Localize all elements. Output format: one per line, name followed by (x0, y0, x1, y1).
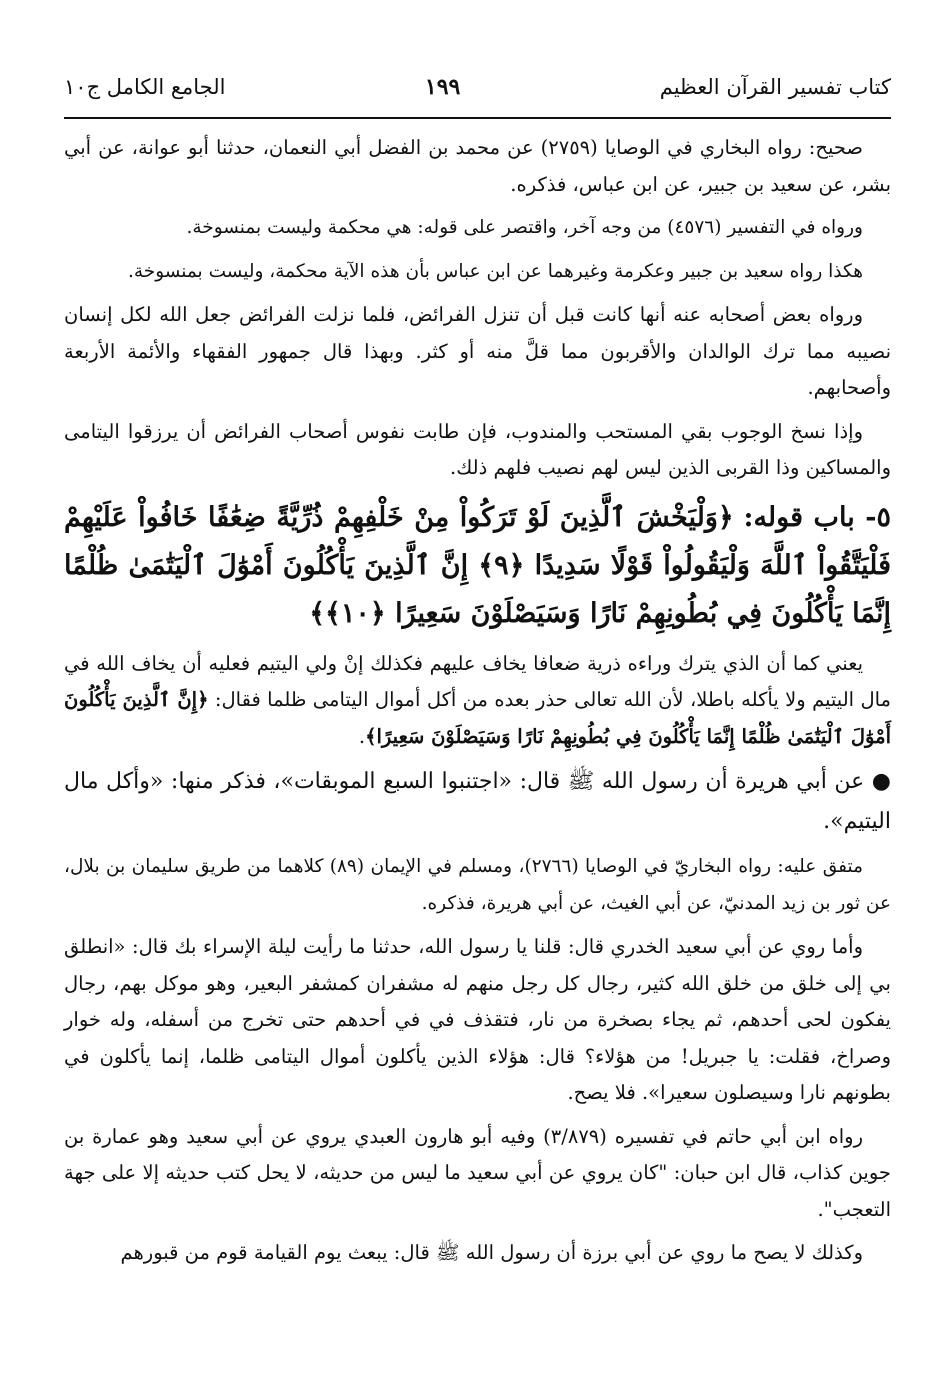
hadith-text: ● عن أبي هريرة أن رسول الله ﷺ قال: «اجتنبوا السبع الموبقات»، فذكر منها: «وأكل مال اليتيم». (64, 769, 891, 834)
commentary-end: . (358, 724, 366, 748)
running-header (64, 74, 891, 110)
paragraph-8: وأما روي عن أبي سعيد الخدري قال: قلنا يا رسول الله، حدثنا ما رأيت ليلة الإسراء بك قال: «انطلق بي إلى خلق من خلق الله كثير، رجال كل رجل منهم له مشفران كمشفر البعير، وهو موكل بهم، رجال يفكون لحى أحدهم، ثم يجاء بصخرة من نار، فتقذف في في أحدهم حتى تخرج من أسفله، وله خوار وصراخ، فقلت: يا جبريل! من هؤلاء؟ قال: هؤلاء الذين يأكلون أموال اليتامى ظلما، إنما يأكلون في بطونهم نارا وسيصلون سعيرا». فلا يصح. (64, 935, 891, 1104)
paragraph-10: وكذلك لا يصح ما روي عن أبي برزة أن رسول الله ﷺ قال: يبعث يوم القيامة قوم من قبورهم (120, 1241, 863, 1264)
commentary-lead: يعني كما أن الذي يترك وراءه ذرية ضعافا يخاف عليهم فكذلك إنْ ولي اليتيم فعليه أن يخاف الله في مال اليتيم ولا يأكله باطلا، لأن الله تعالى حذر بعده من أكل أموال اليتامى ظلما فقال: (64, 651, 892, 711)
paragraph-7: متفق عليه: رواه البخاريّ في الوصايا (٢٧٦٦)، ومسلم في الإيمان (٨٩) كلاهما من طريق سليمان بن بلال، عن ثور بن زيد المدنيّ، عن أبي الغيث، عن أبي هريرة، فذكره. (64, 856, 891, 914)
chapter-heading (64, 494, 891, 638)
paragraph-9: رواه ابن أبي حاتم في تفسيره (٣/٨٧٩) وفيه أبو هارون العبدي يروي عن أبي سعيد وهو عمارة بن جوين كذاب، قال ابن حبان: "كان يروي عن أبي سعيد ما ليس من حديثه، لا يحل كتب حديثه إلا على جهة التعجب". (64, 1124, 891, 1221)
paragraph-5: وإذا نسخ الوجوب بقي المستحب والمندوب، فإن طابت نفوس أصحاب الفرائض أن يرزقوا اليتامى والمساكين وذا القربى الذين ليس لهم نصيب فلهم ذلك. (64, 419, 891, 479)
paragraph-6 (64, 646, 891, 756)
chapter-title: ٥- باب قوله: (743, 501, 891, 533)
paragraph-2: ورواه في التفسير (٤٥٧٦) من وجه آخر، واقتصر على قوله: هي محكمة وليست بمنسوخة. (186, 217, 863, 238)
book-title: كتاب تفسير القرآن العظيم (659, 75, 891, 99)
page-number: ١٩٩ (424, 74, 461, 100)
paragraph-3: هكذا رواه سعيد بن جبير وعكرمة وغيرهما عن ابن عباس بأن هذه الآية محكمة، وليست بمنسوخة. (127, 260, 863, 282)
header-rule (64, 117, 891, 119)
paragraph-1: صحيح: رواه البخاري في الوصايا (٢٧٥٩) عن محمد بن الفضل أبي النعمان، حدثنا أبو عوانة، عن أبي بشر، عن سعيد بن جبير، عن ابن عباس، فذكره. (64, 136, 891, 196)
quran-verse: ﴿وَلْيَخْشَ ٱلَّذِينَ لَوْ تَرَكُواْ مِنْ خَلْفِهِمْ ذُرِّيَّةً ضِعَٰفًا خَافُواْ عَلَيْهِمْ فَلْيَتَّقُواْ ٱللَّهَ وَلْيَقُولُواْ قَوْلًا سَدِيدًا ﴿٩﴾ إِنَّ ٱلَّذِينَ يَأْكُلُونَ أَمْوَٰلَ ٱلْيَتَٰمَىٰ ظُلْمًا إِنَّمَا يَأْكُلُونَ فِي بُطُونِهِمْ نَارًا وَسَيَصْلَوْنَ سَعِيرًا ﴿١٠﴾﴾ (64, 501, 891, 629)
paragraph-4: ورواه بعض أصحابه عنه أنها كانت قبل أن تنزل الفرائض، فلما نزلت الفرائض جعل الله لكل إنسان نصيبه مما ترك الوالدان والأقربون مما قلَّ منه أو كثر. وبهذا قال جمهور الفقهاء والأئمة الأربعة وأصحابهم. (64, 303, 891, 399)
quran-verse-quote: ﴿إِنَّ ٱلَّذِينَ يَأْكُلُونَ أَمْوَٰلَ ٱلْيَتَٰمَىٰ ظُلْمًا إِنَّمَا يَأْكُلُونَ فِي بُطُونِهِمْ نَارًا وَسَيَصْلَوْنَ سَعِيرًا﴾ (64, 688, 891, 748)
page-body (64, 130, 891, 1279)
series-title: الجامع الكامل ج١٠ (64, 75, 226, 99)
